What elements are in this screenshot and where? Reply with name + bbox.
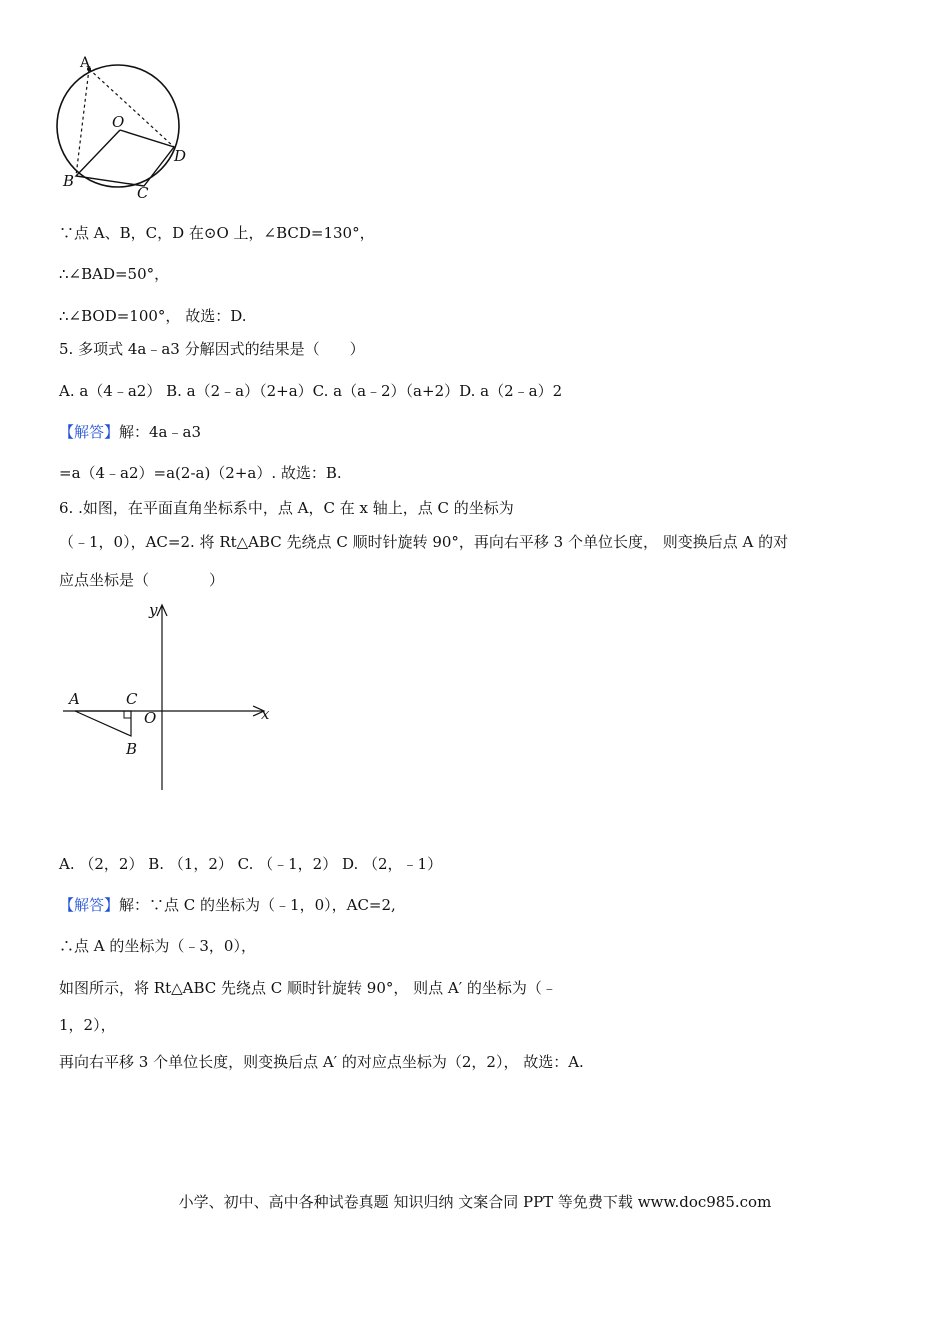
q6-answer (59, 895, 396, 915)
q6-step-4: 再向右平移 3 个单位长度，则变换后点 A′ 的对应点坐标为（2，2）， 故选：A. (59, 1053, 584, 1071)
q5-answer-text: 解：4a﹣a3 (119, 423, 201, 441)
label-c2: C (126, 690, 138, 708)
label-b2: B (126, 740, 138, 758)
answer-tag: 【解答】 (59, 896, 120, 914)
label-a2: A (69, 690, 80, 708)
q6-answer-text: 解：∵点 C 的坐标为（﹣1，0），AC=2, (119, 896, 396, 914)
q6-stem-line-2: （﹣1，0），AC=2. 将 Rt△ABC 先绕点 C 顺时针旋转 90°，再向右平移 3 个单位长度， 则变换后点 A 的对 (59, 533, 789, 551)
coordinate-figure (55, 598, 285, 798)
segment-ab (76, 69, 89, 176)
q6-step-3: 1，2）， (59, 1016, 116, 1034)
page-footer: 小学、初中、高中各种试卷真题 知识归纳 文案合同 PPT 等免费下载 www.doc985.com (178, 1193, 772, 1211)
label-a: A (80, 55, 91, 71)
q6-options: A. （2，2） B. （1，2） C. （﹣1，2） D. （2，﹣1） (59, 855, 443, 873)
label-d: D (174, 147, 187, 165)
label-o: O (112, 113, 125, 131)
label-b: B (63, 172, 75, 190)
q5-answer (59, 422, 201, 442)
circle-figure (50, 50, 200, 200)
q6-step-2: 如图所示，将 Rt△ABC 先绕点 C 顺时针旋转 90°， 则点 A′ 的坐标为（﹣ (59, 979, 557, 997)
q5-step: =a（4﹣a2）=a(2-a)（2+a）. 故选：B. (59, 464, 342, 482)
triangle-abc (75, 711, 131, 736)
q6-step-1: ∴点 A 的坐标为（﹣3，0）， (59, 937, 256, 955)
q5-stem: 5. 多项式 4a﹣a3 分解因式的结果是（ ） (59, 340, 365, 358)
label-o2: O (144, 709, 157, 727)
q6-stem-line-3: 应点坐标是（ ） (59, 571, 225, 589)
q4-because: ∵点 A、B，C，D 在⊙O 上，∠BCD=130°， (59, 224, 375, 242)
answer-tag: 【解答】 (59, 423, 120, 441)
q6-stem-line-1: 6. .如图，在平面直角坐标系中，点 A，C 在 x 轴上，点 C 的坐标为 (59, 499, 514, 517)
label-y: y (149, 601, 158, 619)
quadrilateral-obcd (76, 130, 174, 186)
label-x: x (261, 705, 270, 723)
q4-therefore-2: ∴∠BOD=100°， 故选：D. (59, 307, 247, 325)
label-c: C (137, 184, 149, 200)
q4-therefore-1: ∴∠BAD=50°， (59, 265, 170, 283)
right-angle-mark (124, 711, 131, 718)
segment-ad (89, 69, 174, 147)
q5-options: A. a（4﹣a2） B. a（2﹣a）（2+a）C. a（a﹣2）（a+2）D. a（2﹣a）2 (59, 382, 563, 400)
